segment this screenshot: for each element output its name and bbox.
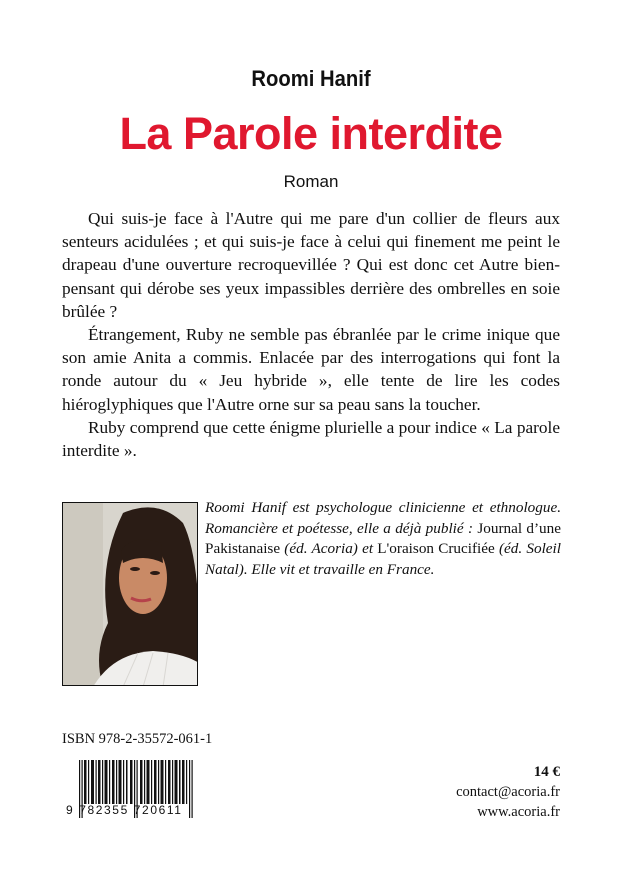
book-title: La Parole interdite — [119, 108, 503, 159]
book-genre: Roman — [283, 172, 339, 191]
bio-intro: Roomi Hanif est psychologue clinicienne et ethnologue. Romancière et poétesse, elle a déjà publié : — [205, 499, 561, 537]
blurb-paragraph: Étrangement, Ruby ne semble pas ébranlée par le crime inique que son amie Anita a commis. Enlacée par des interrogations qui font la ronde autour du « Jeu hybride », elle tente de lire les codes hiéroglyphiques que l'Autre orne sur sa peau sans la toucher. — [62, 325, 560, 414]
bio-outro: (éd. Soleil Natal). Elle vit et travaille en France. — [205, 540, 561, 578]
isbn: ISBN 978-2-35572-061-1 — [62, 731, 213, 747]
contact-email[interactable]: contact@acoria.fr — [456, 784, 560, 800]
author-portrait-image — [63, 503, 198, 686]
blurb-paragraph: Ruby comprend que cette énigme plurielle a pour indice « La parole interdite ». — [62, 417, 560, 461]
author-bio — [205, 498, 561, 580]
author-photo — [62, 502, 198, 686]
blurb-paragraph: Qui suis-je face à l'Autre qui me pare d'un collier de fleurs aux senteurs acidulées ; et qui suis-je face à celui qui finement me peint le drapeau d'une ouverture recroquevillée ? Qui est donc cet Autre bien-pensant qui dérobe ses yeux impassibles derrière des ombrelles en soie brûlée ? — [62, 209, 560, 321]
author-name: Roomi Hanif — [251, 66, 371, 91]
barcode-digits: 9 782355 720611 — [66, 803, 183, 817]
price: 14 € — [533, 764, 560, 780]
blurb — [62, 207, 560, 462]
bio-book-1: Journal d’une Pakistanaise — [205, 519, 561, 557]
bio-publisher-1: (éd. Acoria) et — [280, 540, 378, 557]
bio-book-2: L'oraison Crucifiée — [377, 540, 495, 557]
website-link[interactable]: www.acoria.fr — [477, 804, 560, 820]
publisher-info — [456, 762, 560, 822]
